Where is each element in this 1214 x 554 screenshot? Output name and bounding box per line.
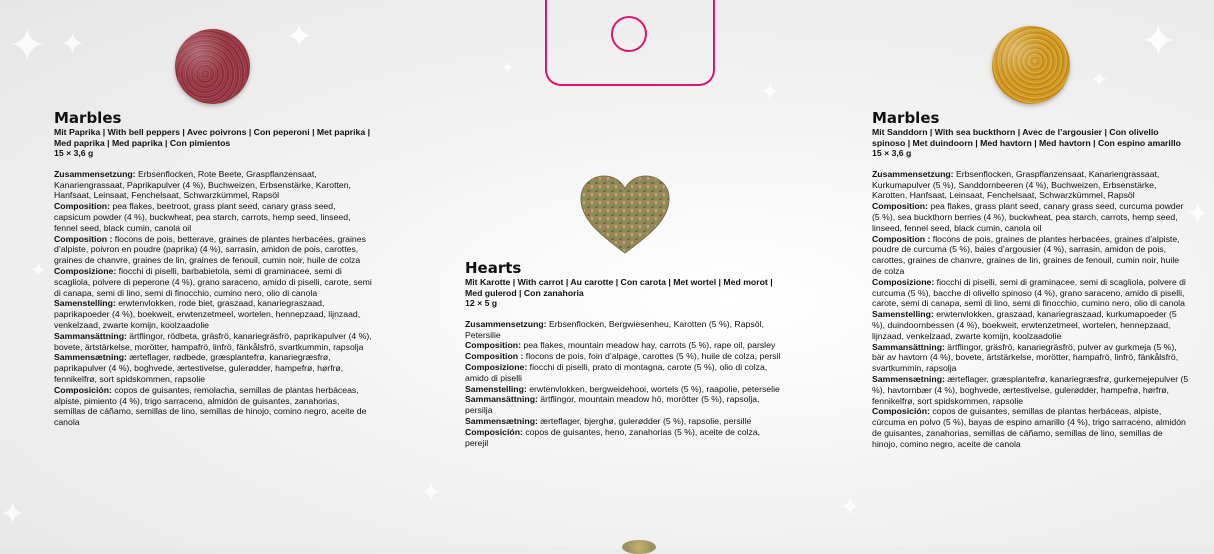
- ingredient-line: Composizione: fiocchi di piselli, prato di montagna, carote (5 %), olio di colza, amido di piselli: [465, 361, 768, 383]
- product-column-carrot-hearts: [465, 261, 783, 448]
- ingredient-line: Samenstelling: erwtenvlokken, rode biet, graszaad, kanariegraszaad, paprikapoeder (4 %), boekweit, erwtenzetmeel, wortelen, hennepzaad, lijnzaad, venkelzaad, zwarte komijn, koolzaadolie: [54, 298, 361, 330]
- product-column-sea-buckthorn-marbles: [872, 111, 1190, 450]
- sparkle-decoration: ✦: [285, 17, 314, 57]
- product-title: Marbles: [872, 109, 940, 127]
- sparkle-decoration: ✦: [1090, 68, 1109, 93]
- sparkle-decoration: ✦: [8, 18, 47, 72]
- ingredient-line: Sammansättning: ärtflingor, gräsfrö, kanariegräsfrö, pulver av gurkmeja (5 %), bär av havtorn (4 %), bovete, ärtstärkelse, morötter, hampafrö, linfrö, fänkålsfrö, svartkummin, rapsolja: [872, 341, 1179, 374]
- ingredient-line: Sammensætning: ærteflager, rødbede, græsplantefrø, kanariegræsfrø, paprikapulver (4 %), boghvede, ærtestivelse, gulerødder, hampefrø, hørfrø, fennikelfrø, sort spidskommen, rapsolie: [54, 352, 344, 384]
- ingredient-line: Sammensætning: ærteflager, bjerghø, gulerødder (5 %), rapsolie, persille: [465, 415, 752, 426]
- sparkle-decoration: ✦: [30, 258, 47, 282]
- sparkle-decoration: ✦: [60, 27, 86, 62]
- ingredients-list: [465, 319, 783, 449]
- ingredient-line: Sammensætning: ærteflager, græsplantefrø, kanariegræsfrø, gurkemejepulver (5 %), havtornbær (4 %), boghvede, ærtestivelse, gulerødder, hampefrø, hørfrø, fennikelfrø, sort spidskommen, rapsolie: [872, 373, 1189, 406]
- ingredient-line: Composición: copos de guisantes, heno, zanahorias (5 %), aceite de colza, perejil: [465, 426, 761, 448]
- ingredient-line: Composizione: fiocchi di piselli, semi di graminacee, semi di scagliola, polvere di curcuma (5 %), bacche di olivello spinoso (4 %), grano saraceno, amido di piselli, carote, semi di canapa, semi di lino, semi di finocchio, cumino nero, olio di canola: [872, 276, 1186, 309]
- ingredients-list: [54, 169, 372, 428]
- ingredient-line: Composition: pea flakes, beetroot, grass plant seed, canary grass seed, capsicum powder (4 %), buckwheat, pea starch, carrots, hemp seed, linseed, fennel seed, black cumin, canola oil: [54, 201, 351, 233]
- product-subtitle: Mit Sanddorn | With sea buckthorn | Avec de l’argousier | Con olivello spinoso | Met duindoorn | Med havtorn | Med havtorn | Con espino amarillo: [872, 127, 1181, 148]
- paprika-marble-image: [175, 29, 250, 104]
- ingredient-line: Composición: copos de guisantes, remolacha, semillas de plantas herbáceas, alpiste, pimiento (4 %), trigo sarraceno, almidón de guisantes, zanahorias, semillas de cáñamo, semillas de lino, semillas de hinojo, comino negro, aceite de canola: [54, 384, 367, 428]
- product-portion: 15 × 3,6 g: [872, 148, 912, 159]
- sparkle-decoration: ✦: [420, 478, 442, 508]
- ingredient-line: Zusammensetzung: Erbsenflocken, Graspflanzensaat, Kanariengrassaat, Kurkumapulver (5 %), Sanddornbeeren (4 %), Buchweizen, Erbsenstärke, Karotten, Hanfsaat, Leinsaat, Fenchelsaat, Schwarzkümmel, Rapsöl: [872, 168, 1160, 201]
- sparkle-decoration: ✦: [0, 497, 26, 532]
- sparkle-decoration: ✦: [840, 493, 861, 521]
- product-portion: 15 × 3,6 g: [54, 148, 94, 159]
- carrot-heart-image: [578, 173, 672, 255]
- product-portion: 12 × 5 g: [465, 298, 498, 309]
- sparkle-decoration: ✦: [1186, 197, 1210, 230]
- sparkle-decoration: ✦: [760, 78, 781, 106]
- ingredient-line: Sammansättning: ärtflingor, mountain meadow hö, morötter (5 %), rapsolja, persilja: [465, 394, 760, 416]
- ingredient-line: Composition : flocons de pois, betterave, graines de plantes herbacées, graines d’alpiste, poivron en poudre (paprika) (4 %), sarrasin, amidon de pois, carottes, graines de chanvre, graines de lin, graines de fenouil, cumin noir, huile de colza: [54, 233, 366, 266]
- ingredient-line: Zusammensetzung: Erbsenflocken, Bergwiesenheu, Karotten (5 %), Rapsöl, Petersilie: [465, 318, 764, 340]
- circle-icon: [611, 16, 647, 52]
- ingredient-line: Composizione: fiocchi di piselli, barbabietola, semi di graminacee, semi di scagliola, polvere di peperone (4 %), grano saraceno, amido di piselli, carote, semi di canapa, semi di lino, semi di finocchio, cumino nero, olio di canola: [54, 265, 372, 298]
- product-title: Marbles: [54, 109, 122, 127]
- product-column-paprika-marbles: [54, 111, 372, 428]
- product-image-peek: [622, 540, 656, 554]
- ingredient-line: Zusammensetzung: Erbsenflocken, Rote Beete, Graspflanzensaat, Kanariengrassaat, Paprikapulver (4 %), Buchweizen, Erbsenstärke, Karotten, Hanfsaat, Leinsaat, Fenchelsaat, Schwarzkümmel, Rapsöl: [54, 168, 351, 201]
- ingredient-line: Samenstelling: erwtenvlokken, bergweidehooi, wortels (5 %), raapolie, peterselie: [465, 383, 780, 394]
- ingredient-line: Composition: pea flakes, grass plant seed, canary grass seed, curcuma powder (5 %), sea buckthorn berries (4 %), buckwheat, pea starch, carrots, hemp seed, linseed, fennel seed, black cumin, canola oil: [872, 201, 1184, 233]
- sparkle-decoration: ✦: [500, 58, 516, 79]
- ingredient-line: Sammansättning: ärtflingor, rödbeta, gräsfrö, kanariegräsfrö, paprikapulver (4 %), bovete, ärtstärkelse, morötter, hampafrö, linfrö, fänkålsfrö, svartkummin, rapsolja: [54, 330, 372, 352]
- product-title: Hearts: [465, 259, 522, 277]
- ingredient-line: Composition : flocons de pois, foin d’alpage, carottes (5 %), huile de colza, persil: [465, 351, 781, 362]
- sparkle-decoration: ✦: [1140, 16, 1177, 67]
- sea-buckthorn-marble-image: [992, 26, 1070, 104]
- product-subtitle: Mit Karotte | With carrot | Au carotte | Con carota | Met wortel | Med morot | Med gulerod | Con zanahoria: [465, 277, 773, 298]
- ingredient-line: Composition : flocons de pois, graines de plantes herbacées, graines d’alpiste, poudre de curcuma (5 %), baies d’argousier (4 %), sarrasin, amidon de pois, carottes, graines de chanvre, graines de lin, graines de fenouil, cumin noir, huile de colza: [872, 233, 1180, 276]
- ingredients-list: [872, 169, 1190, 450]
- ingredient-line: Composition: pea flakes, mountain meadow hay, carrots (5 %), rape oil, parsley: [465, 340, 776, 351]
- ingredient-line: Composición: copos de guisantes, semillas de plantas herbáceas, alpiste, cúrcuma en polvo (5 %), bayas de espino amarillo (4 %), trigo sarraceno, almidón de guisantes, zanahorias, semillas de cáñamo, semillas de lino, semillas de hinojo, comino negro, aceite de canola: [872, 406, 1186, 449]
- ingredient-line: Samenstelling: erwtenvlokken, graszaad, kanariegraszaad, kurkumapoeder (5 %), duindoornbessen (4 %), boekweit, erwtenzetmeel, wortelen, hennepzaad, lijnzaad, venkelzaad, zwarte komijn, koolzaadolie: [872, 309, 1177, 341]
- product-subtitle: Mit Paprika | With bell peppers | Avec poivrons | Con peperoni | Met paprika | Med paprika | Med paprika | Con pimientos: [54, 127, 371, 148]
